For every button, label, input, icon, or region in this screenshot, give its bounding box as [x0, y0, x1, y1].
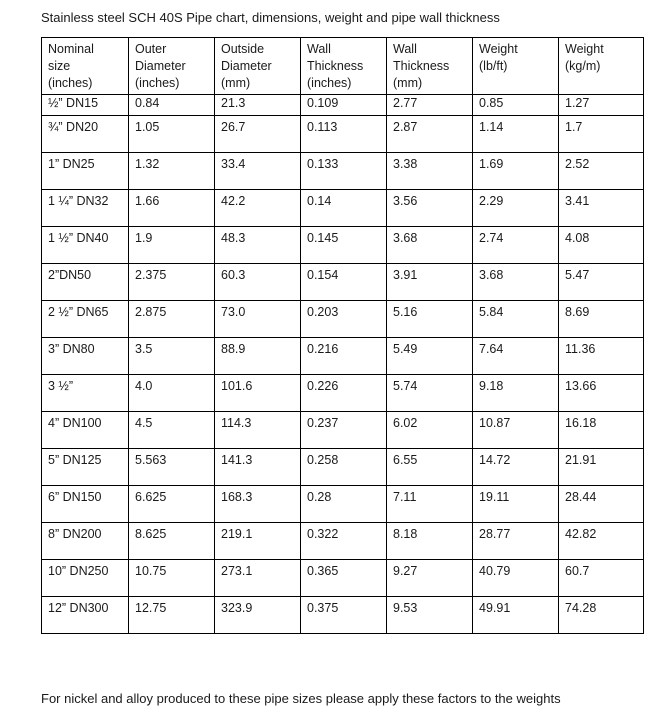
cell-wall-thickness-inches: 0.109 — [301, 95, 387, 116]
cell-wall-thickness-inches: 0.154 — [301, 264, 387, 301]
cell-nominal-size: 3” DN80 — [42, 338, 129, 375]
cell-outer-diameter-inches: 4.5 — [129, 412, 215, 449]
table-row — [42, 449, 644, 486]
cell-wall-thickness-mm: 7.11 — [387, 486, 473, 523]
cell-weight-lb-ft: 5.84 — [473, 301, 559, 338]
table-row — [42, 412, 644, 449]
header-text: (kg/m) — [565, 59, 601, 73]
cell-weight-lb-ft: 19.11 — [473, 486, 559, 523]
table-row — [42, 116, 644, 153]
header-text: Weight — [479, 42, 518, 56]
cell-weight-kg-m: 3.41 — [559, 190, 644, 227]
cell-nominal-size: ¾” DN20 — [42, 116, 129, 153]
cell-nominal-size: 5” DN125 — [42, 449, 129, 486]
cell-weight-lb-ft: 1.14 — [473, 116, 559, 153]
cell-nominal-size: 8” DN200 — [42, 523, 129, 560]
cell-weight-kg-m: 60.7 — [559, 560, 644, 597]
cell-nominal-size: 2”DN50 — [42, 264, 129, 301]
header-wall-thickness-mm — [387, 38, 473, 95]
header-text: (mm) — [393, 76, 423, 90]
cell-outside-diameter-mm: 219.1 — [215, 523, 301, 560]
header-outer-diameter-inches — [129, 38, 215, 95]
header-text: Diameter — [221, 59, 272, 73]
header-outside-diameter-mm — [215, 38, 301, 95]
cell-weight-lb-ft: 9.18 — [473, 375, 559, 412]
cell-outer-diameter-inches: 1.32 — [129, 153, 215, 190]
cell-wall-thickness-mm: 5.74 — [387, 375, 473, 412]
cell-nominal-size: 1 ½” DN40 — [42, 227, 129, 264]
header-text: Outside — [221, 42, 265, 56]
header-text: (inches) — [135, 76, 180, 90]
cell-outside-diameter-mm: 21.3 — [215, 95, 301, 116]
cell-weight-kg-m: 5.47 — [559, 264, 644, 301]
cell-nominal-size: 2 ½” DN65 — [42, 301, 129, 338]
header-wall-thickness-inches — [301, 38, 387, 95]
header-text: Nominal — [48, 42, 94, 56]
cell-wall-thickness-inches: 0.237 — [301, 412, 387, 449]
cell-outside-diameter-mm: 48.3 — [215, 227, 301, 264]
cell-wall-thickness-inches: 0.203 — [301, 301, 387, 338]
cell-outer-diameter-inches: 4.0 — [129, 375, 215, 412]
cell-outside-diameter-mm: 60.3 — [215, 264, 301, 301]
cell-weight-lb-ft: 7.64 — [473, 338, 559, 375]
table-body — [42, 95, 644, 634]
cell-wall-thickness-inches: 0.258 — [301, 449, 387, 486]
header-text: (inches) — [307, 76, 352, 90]
cell-weight-lb-ft: 2.29 — [473, 190, 559, 227]
cell-outer-diameter-inches: 1.9 — [129, 227, 215, 264]
cell-weight-lb-ft: 2.74 — [473, 227, 559, 264]
document-title: Stainless steel SCH 40S Pipe chart, dimensions, weight and pipe wall thickness — [41, 10, 500, 25]
cell-nominal-size: 3 ½” — [42, 375, 129, 412]
cell-weight-kg-m: 8.69 — [559, 301, 644, 338]
cell-weight-kg-m: 74.28 — [559, 597, 644, 634]
table-row — [42, 597, 644, 634]
header-text: Diameter — [135, 59, 186, 73]
cell-wall-thickness-mm: 2.77 — [387, 95, 473, 116]
cell-wall-thickness-inches: 0.113 — [301, 116, 387, 153]
table-row — [42, 264, 644, 301]
cell-wall-thickness-inches: 0.365 — [301, 560, 387, 597]
cell-outer-diameter-inches: 10.75 — [129, 560, 215, 597]
cell-weight-kg-m: 2.52 — [559, 153, 644, 190]
table-row — [42, 375, 644, 412]
header-text: Wall — [393, 42, 417, 56]
cell-weight-lb-ft: 28.77 — [473, 523, 559, 560]
cell-outside-diameter-mm: 73.0 — [215, 301, 301, 338]
header-text: (mm) — [221, 76, 251, 90]
table-row — [42, 190, 644, 227]
header-text: Outer — [135, 42, 167, 56]
table-row — [42, 486, 644, 523]
cell-weight-lb-ft: 49.91 — [473, 597, 559, 634]
cell-outer-diameter-inches: 3.5 — [129, 338, 215, 375]
cell-outer-diameter-inches: 2.375 — [129, 264, 215, 301]
table-row — [42, 95, 644, 116]
cell-wall-thickness-mm: 6.55 — [387, 449, 473, 486]
cell-weight-kg-m: 28.44 — [559, 486, 644, 523]
cell-outside-diameter-mm: 141.3 — [215, 449, 301, 486]
cell-outer-diameter-inches: 8.625 — [129, 523, 215, 560]
cell-weight-lb-ft: 14.72 — [473, 449, 559, 486]
cell-weight-lb-ft: 10.87 — [473, 412, 559, 449]
header-weight-lb-ft — [473, 38, 559, 95]
header-text: (lb/ft) — [479, 59, 508, 73]
table-row — [42, 338, 644, 375]
cell-wall-thickness-mm: 3.56 — [387, 190, 473, 227]
cell-outside-diameter-mm: 42.2 — [215, 190, 301, 227]
cell-weight-kg-m: 4.08 — [559, 227, 644, 264]
cell-nominal-size: ½” DN15 — [42, 95, 129, 116]
cell-weight-kg-m: 42.82 — [559, 523, 644, 560]
header-text: Thickness — [307, 59, 364, 73]
cell-outer-diameter-inches: 0.84 — [129, 95, 215, 116]
cell-outside-diameter-mm: 101.6 — [215, 375, 301, 412]
pipe-chart-table — [41, 37, 644, 634]
header-text: size — [48, 59, 71, 73]
cell-weight-kg-m: 1.27 — [559, 95, 644, 116]
cell-wall-thickness-mm: 6.02 — [387, 412, 473, 449]
table-row — [42, 153, 644, 190]
table-row — [42, 560, 644, 597]
cell-wall-thickness-mm: 8.18 — [387, 523, 473, 560]
cell-outside-diameter-mm: 168.3 — [215, 486, 301, 523]
cell-wall-thickness-mm: 3.91 — [387, 264, 473, 301]
cell-weight-lb-ft: 1.69 — [473, 153, 559, 190]
footer-note: For nickel and alloy produced to these pipe sizes please apply these factors to the weights — [41, 691, 561, 706]
cell-weight-lb-ft: 0.85 — [473, 95, 559, 116]
cell-wall-thickness-inches: 0.28 — [301, 486, 387, 523]
cell-outside-diameter-mm: 114.3 — [215, 412, 301, 449]
header-weight-kg-m — [559, 38, 644, 95]
cell-wall-thickness-inches: 0.375 — [301, 597, 387, 634]
cell-outer-diameter-inches: 12.75 — [129, 597, 215, 634]
cell-wall-thickness-inches: 0.216 — [301, 338, 387, 375]
cell-weight-kg-m: 13.66 — [559, 375, 644, 412]
cell-wall-thickness-inches: 0.145 — [301, 227, 387, 264]
cell-wall-thickness-inches: 0.226 — [301, 375, 387, 412]
cell-weight-lb-ft: 40.79 — [473, 560, 559, 597]
cell-wall-thickness-inches: 0.14 — [301, 190, 387, 227]
header-text: (inches) — [48, 76, 93, 90]
cell-weight-kg-m: 21.91 — [559, 449, 644, 486]
cell-outer-diameter-inches: 1.66 — [129, 190, 215, 227]
cell-wall-thickness-inches: 0.133 — [301, 153, 387, 190]
cell-nominal-size: 4” DN100 — [42, 412, 129, 449]
cell-weight-lb-ft: 3.68 — [473, 264, 559, 301]
cell-wall-thickness-inches: 0.322 — [301, 523, 387, 560]
cell-outer-diameter-inches: 5.563 — [129, 449, 215, 486]
cell-wall-thickness-mm: 5.16 — [387, 301, 473, 338]
cell-outside-diameter-mm: 33.4 — [215, 153, 301, 190]
cell-weight-kg-m: 11.36 — [559, 338, 644, 375]
cell-outside-diameter-mm: 323.9 — [215, 597, 301, 634]
cell-nominal-size: 12” DN300 — [42, 597, 129, 634]
cell-wall-thickness-mm: 9.53 — [387, 597, 473, 634]
header-text: Wall — [307, 42, 331, 56]
cell-outer-diameter-inches: 2.875 — [129, 301, 215, 338]
header-text: Weight — [565, 42, 604, 56]
cell-nominal-size: 1” DN25 — [42, 153, 129, 190]
table-row — [42, 301, 644, 338]
cell-outside-diameter-mm: 26.7 — [215, 116, 301, 153]
cell-nominal-size: 6” DN150 — [42, 486, 129, 523]
cell-outside-diameter-mm: 88.9 — [215, 338, 301, 375]
header-nominal-size — [42, 38, 129, 95]
header-text: Thickness — [393, 59, 450, 73]
cell-nominal-size: 1 ¼” DN32 — [42, 190, 129, 227]
header-row — [42, 38, 644, 95]
table-row — [42, 523, 644, 560]
cell-outer-diameter-inches: 1.05 — [129, 116, 215, 153]
cell-wall-thickness-mm: 5.49 — [387, 338, 473, 375]
cell-weight-kg-m: 16.18 — [559, 412, 644, 449]
cell-wall-thickness-mm: 2.87 — [387, 116, 473, 153]
cell-outside-diameter-mm: 273.1 — [215, 560, 301, 597]
cell-wall-thickness-mm: 9.27 — [387, 560, 473, 597]
cell-nominal-size: 10” DN250 — [42, 560, 129, 597]
table-row — [42, 227, 644, 264]
cell-wall-thickness-mm: 3.38 — [387, 153, 473, 190]
cell-weight-kg-m: 1.7 — [559, 116, 644, 153]
cell-outer-diameter-inches: 6.625 — [129, 486, 215, 523]
cell-wall-thickness-mm: 3.68 — [387, 227, 473, 264]
